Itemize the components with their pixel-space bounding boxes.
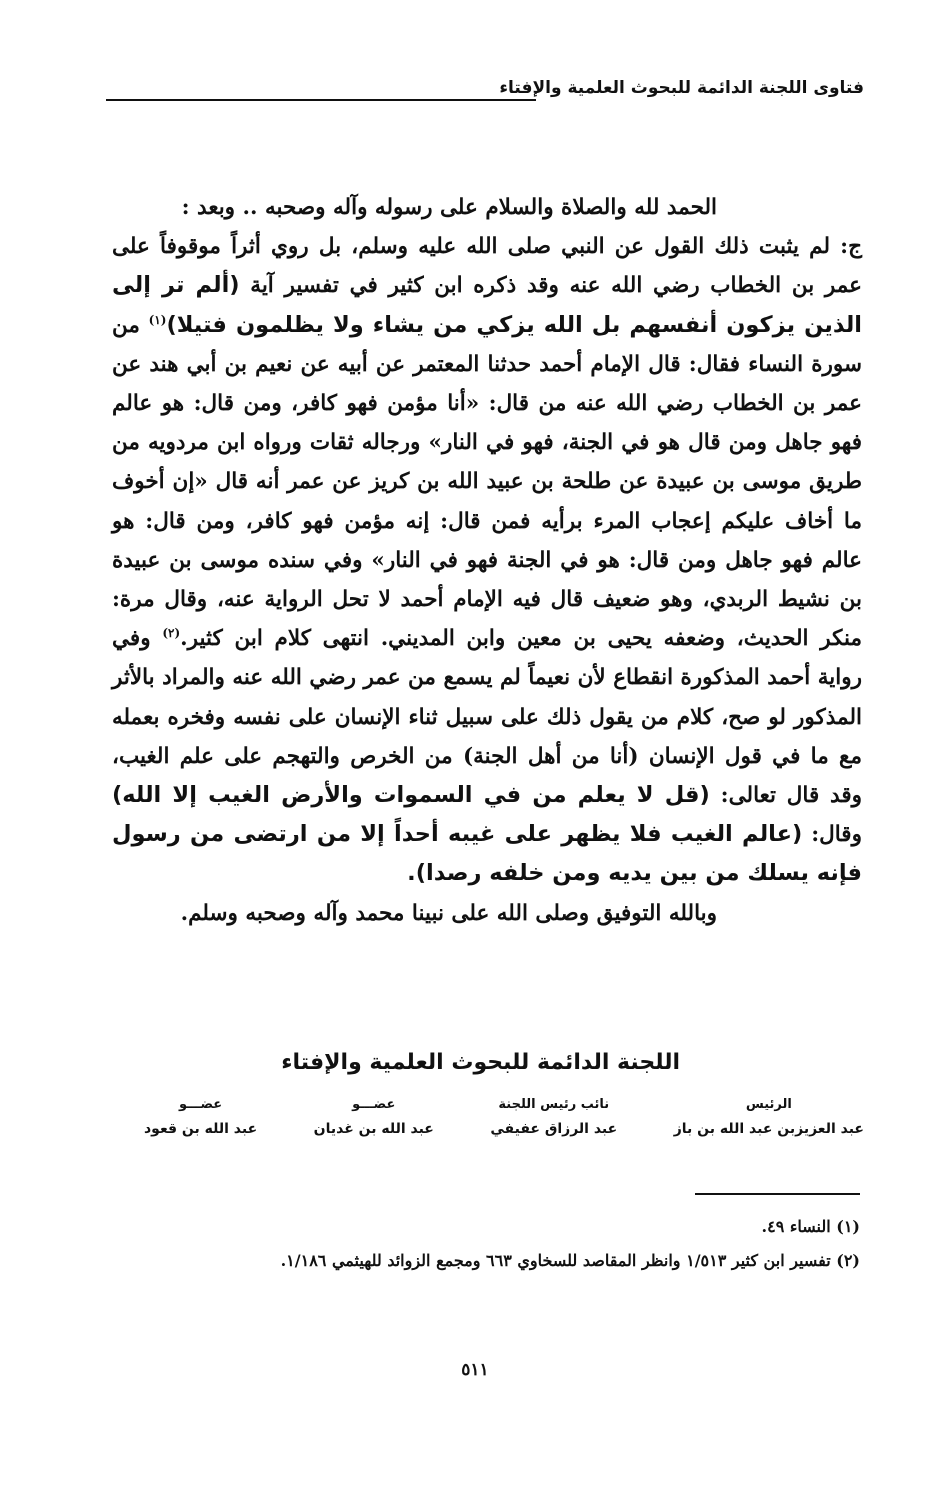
answer-part-3: وفي رواية أحمد المذكورة انقطاع لأن نعيماً لم يسمع من عمر رضي الله عنه والمراد بالأثر المذكور لو صح، كلام من يقول ذلك على سبيل ثناء الإنسان على نفسه وفخره بعمله مع ما في قول الإنسان (أنا من أهل الجنة) من الخرص والتهجم على علم الغيب، وقد قال تعالى: bbox=[112, 626, 862, 809]
signatures bbox=[144, 1094, 864, 1142]
footnote-1: (١) النساء ٤٩. bbox=[761, 1217, 860, 1236]
signatory-role: عضـــو bbox=[352, 1097, 396, 1112]
footnote-ref-2: (٢) bbox=[162, 626, 181, 641]
page-number: ٥١١ bbox=[461, 1360, 489, 1380]
answer-text bbox=[112, 227, 862, 893]
footnotes bbox=[100, 1210, 860, 1278]
opening-praise: الحمد لله والصلاة والسلام على رسوله وآله وصحبه .. وبعد : bbox=[181, 195, 717, 220]
closing-prayer: وبالله التوفيق وصلى الله على نبينا محمد وآله وصحبه وسلم. bbox=[180, 900, 717, 926]
signatory-chairman bbox=[674, 1094, 864, 1142]
quran-verse-1: (ألم تر إلى الذين يزكون أنفسهم بل الله يزكي من يشاء ولا يظلمون فتيلا) bbox=[112, 272, 862, 338]
fatwa-body bbox=[112, 188, 862, 933]
signatory-role: الرئيس bbox=[745, 1097, 792, 1112]
signatory-role: نائب رئيس اللجنة bbox=[498, 1097, 610, 1112]
quran-verse-3: (عالم الغيب فلا يظهر على غيبه أحداً إلا من ارتضى من رسول فإنه يسلك من بين يديه ومن خلفه رصدا). bbox=[112, 821, 862, 887]
signatory-name: عبد العزيزبن عبد الله بن باز bbox=[673, 1121, 864, 1137]
quran-verse-2: (قل لا يعلم من في السموات والأرض الغيب إلا الله) bbox=[112, 782, 710, 809]
answer-part-4: وقال: bbox=[811, 822, 862, 848]
signatory-name: عبد الرزاق عفيفي bbox=[490, 1121, 618, 1137]
answer-part-1: ج: لم يثبت ذلك القول عن النبي صلى الله عليه وسلم، بل روي أثراً موقوفاً على عمر بن الخطاب رضي الله عنه وقد ذكره ابن كثير في تفسير آية bbox=[112, 234, 863, 299]
signatory-member-2 bbox=[144, 1094, 257, 1142]
footnote-ref-1: (١) bbox=[148, 312, 167, 327]
signatory-deputy bbox=[490, 1094, 617, 1142]
footnote-rule bbox=[695, 1193, 860, 1195]
committee-title: اللجنة الدائمة للبحوث العلمية والإفتاء bbox=[281, 1050, 680, 1075]
signatory-role: عضـــو bbox=[178, 1097, 223, 1112]
running-title: فتاوى اللجنة الدائمة للبحوث العلمية والإفتاء bbox=[499, 78, 864, 98]
signatory-name: عبد الله بن قعود bbox=[144, 1121, 258, 1137]
signatory-name: عبد الله بن غديان bbox=[313, 1121, 434, 1137]
header-rule bbox=[106, 99, 536, 101]
footnote-2: (٢) تفسير ابن كثير ١/٥١٣ وانظر المقاصد للسخاوي ٦٦٣ ومجمع الزوائد للهيثمي ١/١٨٦. bbox=[280, 1251, 860, 1270]
signatory-member-1 bbox=[314, 1094, 434, 1142]
answer-part-2: من سورة النساء فقال: قال الإمام أحمد حدثنا المعتمر عن أبيه عن نعيم بن أبي هند عن عمر بن الخطاب رضي الله عنه من قال: «أنا مؤمن فهو كافر، ومن قال: هو عالم فهو جاهل ومن قال هو في الجنة، فهو في النار» ورجاله ثقات ورواه ابن مردويه من طريق موسى بن عبيدة عن طلحة بن عبيد الله بن كريز عن عمر أنه قال «إن أخوف ما أخاف عليكم إعجاب المرء برأيه فمن قال: إنه مؤمن فهو كافر، ومن قال: هو عالم فهو جاهل ومن قال: هو في الجنة فهو في النار» وفي سنده موسى بن عبيدة بن نشيط الربدي، وهو ضعيف قال فيه الإمام أحمد لا تحل الرواية عنه، وقال مرة: منكر الحديث، وضعفه يحيى بن معين وابن المديني. انتهى كلام ابن كثير. bbox=[112, 312, 862, 652]
